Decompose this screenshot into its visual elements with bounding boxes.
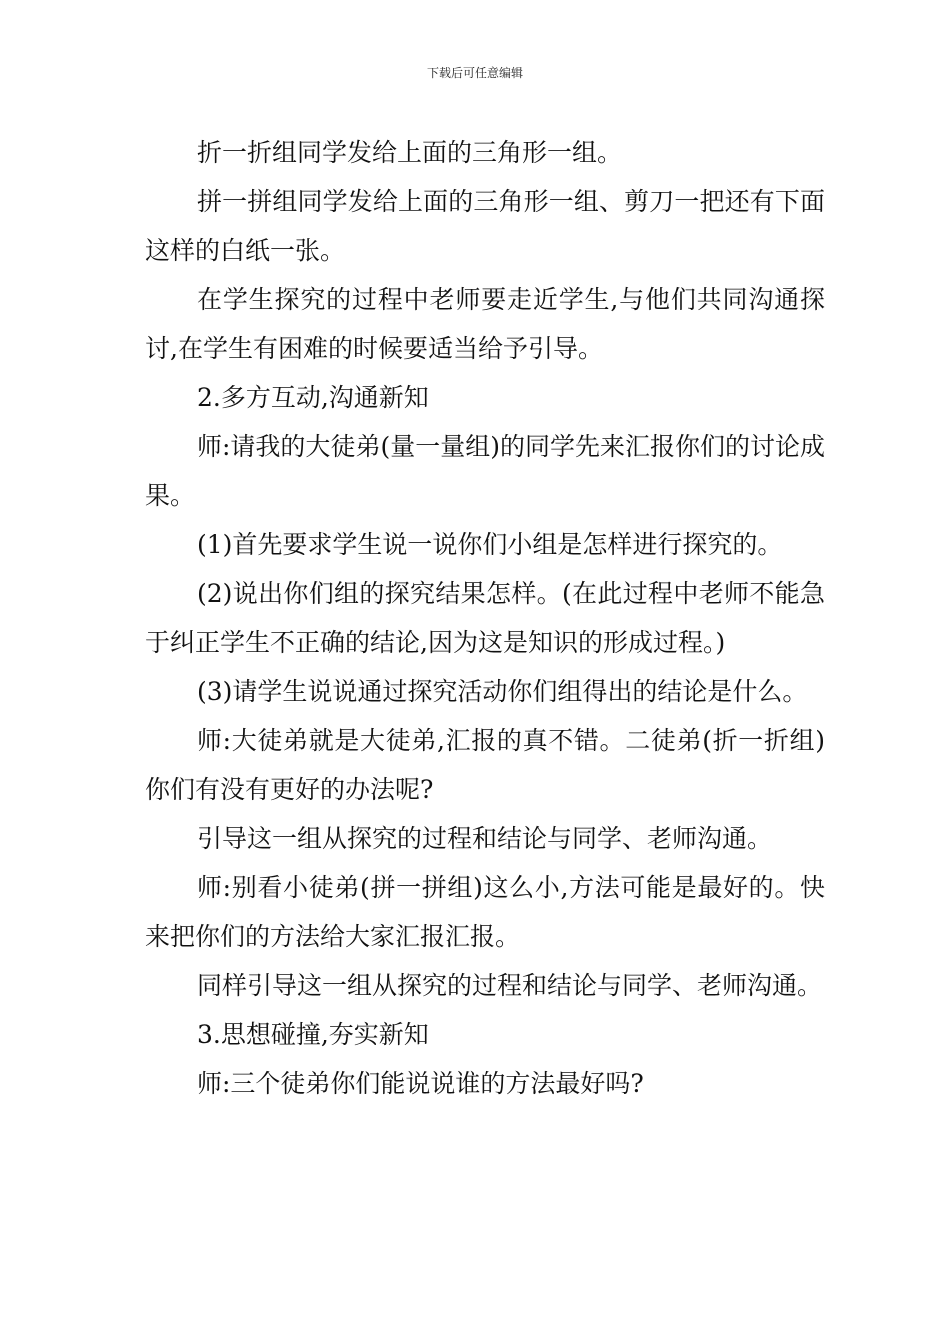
section-heading: 2.多方互动,沟通新知 <box>197 383 429 412</box>
paragraph: 拼一拼组同学发给上面的三角形一组、剪刀一把还有下面这样的白纸一张。 <box>145 187 825 265</box>
list-item: (3)请学生说说通过探究活动你们组得出的结论是什么。 <box>197 677 808 706</box>
section-heading: 3.思想碰撞,夯实新知 <box>197 1020 429 1049</box>
list-item: (2)说出你们组的探究结果怎样。(在此过程中老师不能急于纠正学生不正确的结论,因为这是知识的形成过程。) <box>145 579 825 657</box>
document-body <box>145 128 825 1108</box>
paragraph: 引导这一组从探究的过程和结论与同学、老师沟通。 <box>197 824 773 853</box>
paragraph: 同样引导这一组从探究的过程和结论与同学、老师沟通。 <box>197 971 823 1000</box>
paragraph: 师:三个徒弟你们能说说谁的方法最好吗? <box>197 1069 644 1098</box>
list-item: (1)首先要求学生说一说你们小组是怎样进行探究的。 <box>197 530 783 559</box>
paragraph: 师:别看小徒弟(拼一拼组)这么小,方法可能是最好的。快来把你们的方法给大家汇报汇报。 <box>145 873 825 951</box>
paragraph: 师:大徒弟就是大徒弟,汇报的真不错。二徒弟(折一折组)你们有没有更好的办法呢? <box>145 726 825 804</box>
page-header: 下载后可任意编辑 <box>426 66 523 80</box>
paragraph: 在学生探究的过程中老师要走近学生,与他们共同沟通探讨,在学生有困难的时候要适当给予引导。 <box>145 285 825 363</box>
paragraph: 折一折组同学发给上面的三角形一组。 <box>197 138 623 167</box>
paragraph: 师:请我的大徒弟(量一量组)的同学先来汇报你们的讨论成果。 <box>145 432 825 510</box>
